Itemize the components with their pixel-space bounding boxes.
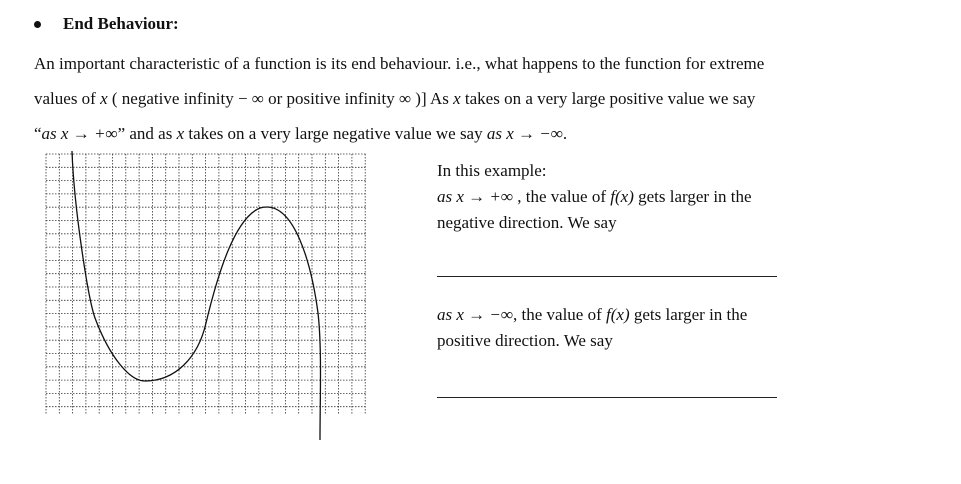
text-fragment: gets larger in the (629, 305, 748, 324)
example-panel-2 (437, 302, 877, 354)
case2-line1 (437, 302, 877, 328)
intro-line-1: An important characteristic of a function is its end behaviour. i.e., what happens to the function for extreme (34, 54, 765, 73)
text-fragment: ” and as (117, 124, 177, 143)
text-fragment: , the value of (513, 187, 611, 206)
case1-line2: negative direction. We say (437, 213, 617, 232)
bullet-icon (34, 21, 41, 28)
example-panel (437, 158, 877, 236)
text-fragment: takes on a very large positive value we say (460, 89, 756, 108)
text-fragment: takes on a very large negative value we say (184, 124, 487, 143)
text-fragment: values of (34, 89, 101, 108)
case2-line2: positive direction. We say (437, 331, 613, 350)
text-fragment: , the value of (513, 305, 607, 324)
case1-line1 (437, 184, 877, 210)
math-expression: as x → +∞ (437, 187, 514, 206)
math-x: x (453, 89, 461, 108)
math-x: x (176, 124, 185, 143)
math-x: x (100, 89, 108, 108)
text-fragment: gets larger in the (633, 187, 752, 206)
math-expression: as x → +∞ (41, 124, 118, 143)
answer-blank-2[interactable] (437, 397, 777, 398)
example-intro: In this example: (437, 161, 547, 180)
text-fragment: . (562, 124, 568, 143)
function-graph (40, 148, 375, 448)
intro-line-2 (34, 81, 914, 116)
math-expression: as x → −∞ (437, 305, 514, 324)
math-fx: f(x) (610, 187, 634, 206)
function-curve (72, 151, 321, 440)
intro-line-3 (34, 116, 914, 151)
graph-grid (46, 154, 366, 414)
quote-open: “ (34, 124, 42, 143)
text-fragment: ( negative infinity − ∞ or positive infinity ∞ )] As (107, 89, 454, 108)
heading-title: End Behaviour: (63, 14, 179, 33)
math-expression: as x → −∞ (486, 124, 563, 143)
answer-blank-1[interactable] (437, 276, 777, 277)
section-heading (34, 14, 179, 34)
intro-paragraph (34, 46, 914, 151)
math-fx: f(x) (606, 305, 630, 324)
